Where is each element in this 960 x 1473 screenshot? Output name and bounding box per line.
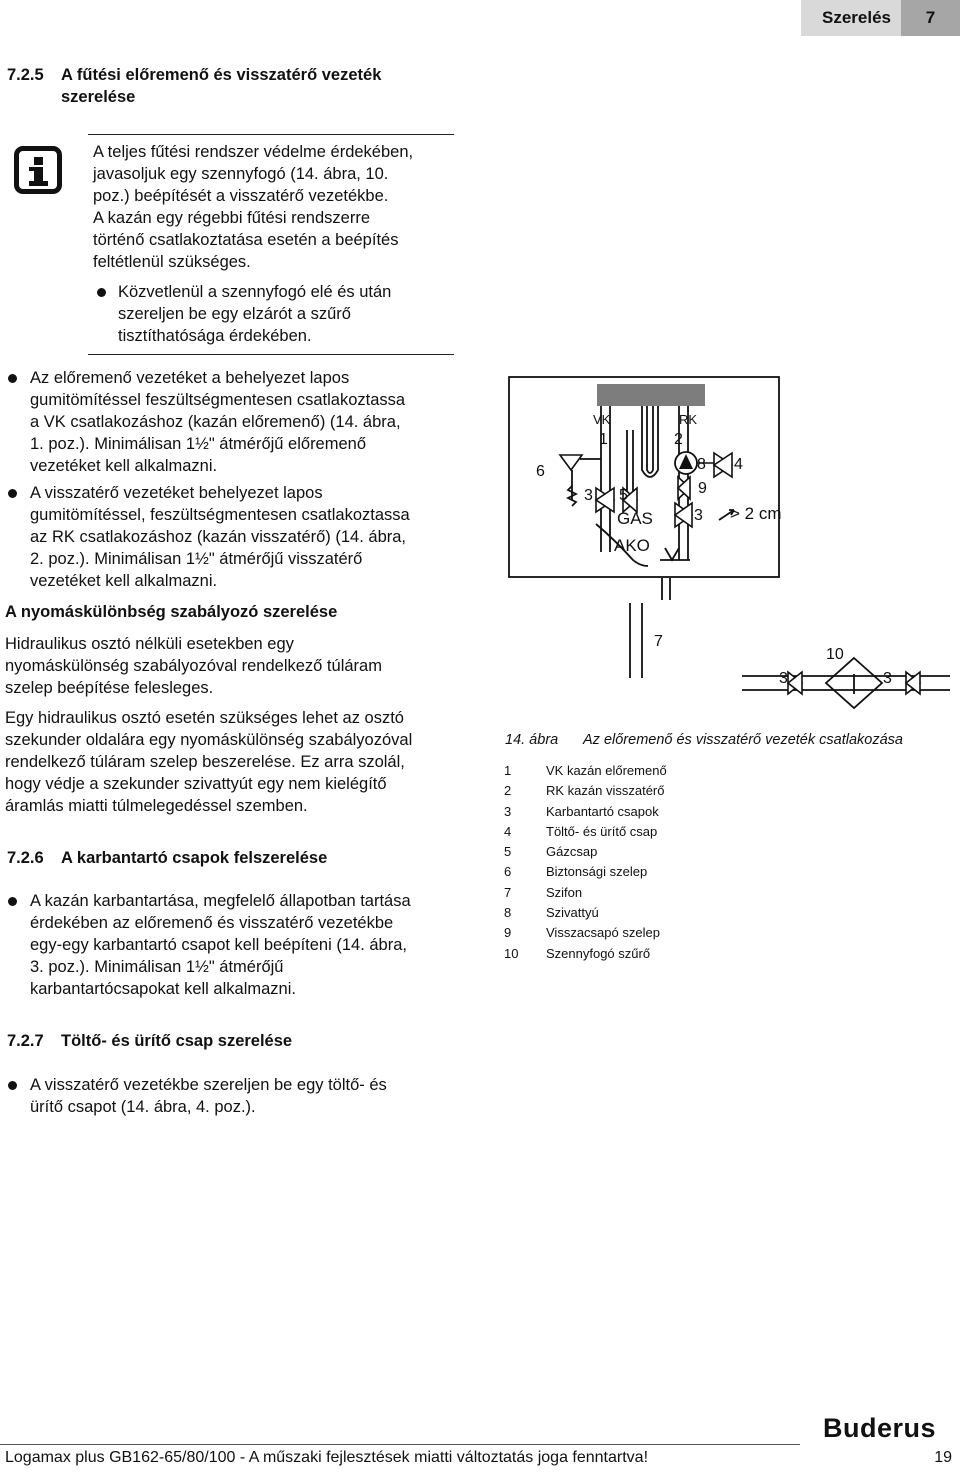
label-3: 3 — [584, 487, 593, 504]
connection-diagram — [500, 370, 960, 725]
bullet4-line: A visszatérő vezetékbe szereljen be egy töltő- és — [30, 1076, 387, 1094]
bullet-dot — [8, 489, 17, 498]
section-726-heading — [7, 847, 327, 869]
pressure-para1-line: nyomáskülönség szabályozóval rendelkező túláram — [5, 657, 382, 675]
label-vk: VK — [593, 412, 611, 427]
label-distance: > 2 cm — [730, 504, 782, 523]
info-icon — [14, 146, 62, 194]
bullet1-line: a VK csatlakozáshoz (kazán előremenő) (14. ábra, — [30, 413, 401, 431]
pressure-para2-line: szekunder oldalára egy nyomáskülönség szabályozóval — [5, 731, 413, 749]
label-gas: GAS — [617, 509, 653, 528]
pressure-para1-line: Hidraulikus osztó nélküli esetekben egy — [5, 635, 294, 653]
info-bottom-rule — [88, 354, 454, 355]
bullet1-line: Az előremenő vezetéket a behelyezet lapos — [30, 369, 350, 387]
label-3: 3 — [883, 670, 892, 687]
label-9: 9 — [698, 480, 707, 497]
footer-rule — [0, 1444, 800, 1445]
legend-item: 9 Visszacsapó szelep — [504, 925, 660, 941]
info-line: feltétlenül szükséges. — [93, 253, 251, 271]
info-line: történő csatlakoztatása esetén a beépítés — [93, 231, 399, 249]
bullet2-line: 2. poz.). Minimálisan 1½" átmérőjű visszatérő — [30, 550, 363, 568]
label-rk: RK — [679, 412, 698, 427]
legend-item: 3 Karbantartó csapok — [504, 803, 659, 819]
label-1: 1 — [599, 431, 608, 448]
label-10: 10 — [826, 646, 844, 663]
label-3: 3 — [694, 507, 703, 524]
label-6: 6 — [536, 463, 545, 480]
figure-caption — [505, 732, 903, 748]
label-3: 3 — [779, 670, 788, 687]
bullet1-line: vezetéket kell alkalmazni. — [30, 457, 218, 475]
bullet4-line: ürítő csapot (14. ábra, 4. poz.). — [30, 1098, 256, 1116]
pressure-para2-line: áramlás miatti túlmelegedéssel szemben. — [5, 797, 308, 815]
bullet4-text — [30, 1074, 480, 1118]
legend-item: 10 Szennyfogó szűrő — [504, 945, 651, 961]
bullet2-line: vezetéket kell alkalmazni. — [30, 572, 218, 590]
pressure-para2-line: Egy hidraulikus osztó esetén szükséges lehet az osztó — [5, 709, 404, 727]
info-line: javasoljuk egy szennyfogó (14. ábra, 10. — [93, 165, 389, 183]
bullet1-line: 1. poz.). Minimálisan 1½" átmérőjű előremenő — [30, 435, 367, 453]
bullet2-line: az RK csatlakozáshoz (kazán visszatérő) (14. ábra, — [30, 528, 406, 546]
info-bullet-line: tisztíthatósága érdekében. — [118, 327, 312, 345]
figure-caption-text: Az előremenő és visszatérő vezeték csatlakozása — [583, 732, 903, 748]
legend-item: 6 Biztonsági szelep — [504, 864, 648, 880]
pressure-para1 — [5, 633, 475, 699]
legend-item: 7 Szifon — [504, 884, 583, 900]
pressure-heading: A nyomáskülönbség szabályozó szerelése — [5, 603, 338, 621]
bullet2-line: A visszatérő vezetéket behelyezet lapos — [30, 484, 323, 502]
label-8: 8 — [697, 456, 706, 473]
page-number: 19 — [934, 1449, 952, 1466]
section-725-title-line2: szerelése — [61, 88, 136, 106]
buderus-logo: Buderus — [823, 1413, 937, 1443]
bullet-dot — [8, 374, 17, 383]
info-line: A kazán egy régebbi fűtési rendszerre — [93, 209, 370, 227]
footer-text: Logamax plus GB162-65/80/100 - A műszaki fejlesztések miatti változtatás joga fenntartva! — [5, 1449, 649, 1466]
pressure-para2 — [5, 707, 475, 817]
bullet3-line: karbantartócsapokat kell alkalmazni. — [30, 980, 296, 998]
label-ako: AKO — [614, 536, 650, 555]
info-line: A teljes fűtési rendszer védelme érdekében, — [93, 143, 414, 161]
header-chapter-number: 7 — [901, 0, 960, 36]
section-725-title-line1: A fűtési előremenő és visszatérő vezeték — [61, 66, 382, 84]
section-727-number: 7.2.7 — [7, 1032, 44, 1050]
legend-item: 5 Gázcsap — [504, 844, 598, 860]
section-725-number: 7.2.5 — [7, 66, 44, 84]
bullet3-line: 3. poz.). Minimálisan 1½" átmérőjű — [30, 958, 284, 976]
bullet3-line: érdekében az előremenő és visszatérő vezetékbe — [30, 914, 394, 932]
info-bullet-text — [118, 281, 468, 347]
info-bullet-line: Közvetlenül a szennyfogó elé és után — [118, 283, 392, 301]
safety-valve — [560, 455, 582, 470]
section-726-title: A karbantartó csapok felszerelése — [61, 849, 328, 867]
section-727-heading — [7, 1030, 292, 1052]
label-5: 5 — [619, 487, 628, 504]
bullet3-text — [30, 890, 480, 1000]
figure-number: 14. ábra — [505, 732, 559, 748]
info-top-rule — [88, 134, 454, 135]
control-panel — [597, 384, 705, 406]
bullet-dot — [8, 897, 17, 906]
label-7: 7 — [654, 633, 663, 650]
pressure-para1-line: szelep beépítése felesleges. — [5, 679, 214, 697]
bullet1-text — [30, 367, 480, 477]
legend-item: 4 Töltő- és ürítő csap — [504, 823, 658, 839]
bullet-dot — [8, 1081, 17, 1090]
bullet2-line: gumitömítéssel, feszültségmentesen csatlakoztassa — [30, 506, 410, 524]
section-727-title: Töltő- és ürítő csap szerelése — [61, 1032, 293, 1050]
info-text — [93, 141, 463, 273]
header-section-title: Szerelés — [801, 0, 901, 36]
section-725-heading — [7, 64, 467, 108]
figure-legend — [504, 761, 944, 964]
label-2: 2 — [674, 431, 683, 448]
pressure-para2-line: hogy védje a szekunder szivattyút egy nem kielégítő — [5, 775, 387, 793]
info-line: poz.) beépítését a visszatérő vezetékbe. — [93, 187, 389, 205]
bullet3-line: egy-egy karbantartó csapot kell beépíteni (14. ábra, — [30, 936, 407, 954]
section-726-number: 7.2.6 — [7, 849, 44, 867]
pressure-para2-line: rendelkező túláram szelep beszerelése. Ez arra szolál, — [5, 753, 405, 771]
label-4: 4 — [734, 456, 743, 473]
legend-item: 8 Szivattyú — [504, 905, 599, 921]
bullet-dot — [97, 288, 106, 297]
legend-item: 1 VK kazán előremenő — [504, 763, 667, 778]
bullet3-line: A kazán karbantartása, megfelelő állapotban tartása — [30, 892, 411, 910]
bullet1-line: gumitömítéssel feszültségmentesen csatlakoztassa — [30, 391, 406, 409]
info-bullet-line: szereljen be egy elzárót a szűrő — [118, 305, 351, 323]
legend-item: 2 RK kazán visszatérő — [504, 783, 665, 799]
bullet2-text — [30, 482, 480, 592]
